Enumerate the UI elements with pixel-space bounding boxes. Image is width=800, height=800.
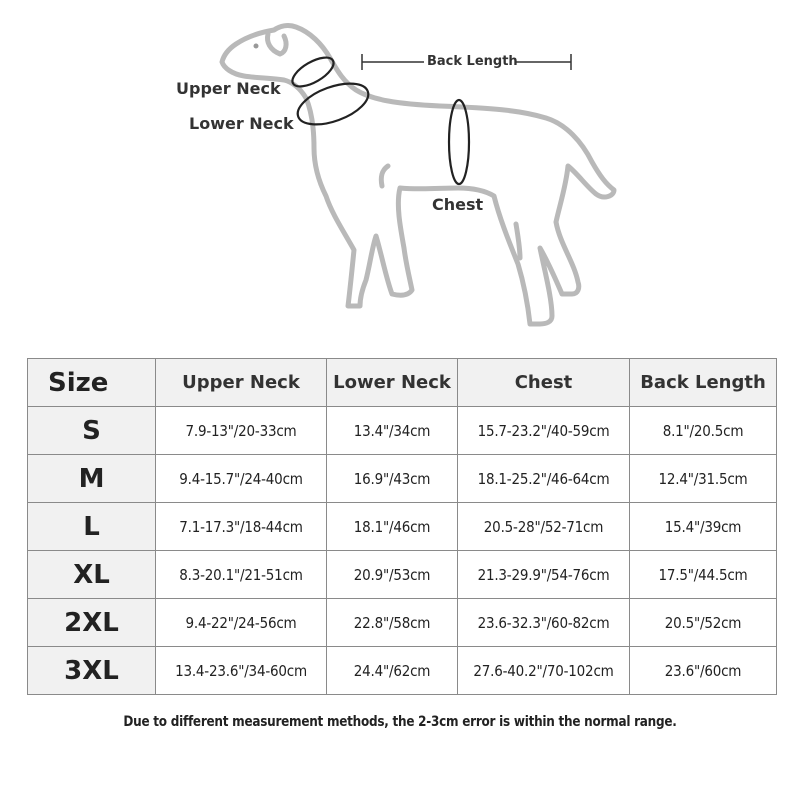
upper-neck-label: Upper Neck: [176, 79, 281, 98]
table-row: [28, 647, 777, 695]
size-chart-table: [27, 358, 777, 695]
header-upper-neck: Upper Neck: [156, 359, 327, 407]
header-back-length: Back Length: [630, 359, 777, 407]
dog-measurement-diagram: [0, 0, 800, 345]
table-row: [28, 503, 777, 551]
table-row: [28, 407, 777, 455]
measurement-note: Due to different measurement methods, the 2-3cm error is within the normal range.: [123, 714, 677, 730]
size-cell: L: [28, 503, 156, 551]
table-header-row: [28, 359, 777, 407]
table-row: [28, 455, 777, 503]
size-cell: M: [28, 455, 156, 503]
dog-outline-illustration: [0, 0, 800, 345]
lower-neck-cell: 13.4"/34cm: [327, 407, 458, 455]
lower-neck-cell: 20.9"/53cm: [327, 551, 458, 599]
lower-neck-loop-icon: [292, 75, 373, 132]
lower-neck-label: Lower Neck: [189, 114, 294, 133]
size-cell: 2XL: [28, 599, 156, 647]
back-length-cell: 20.5"/52cm: [630, 599, 777, 647]
lower-neck-cell: 18.1"/46cm: [327, 503, 458, 551]
back-length-cell: 17.5"/44.5cm: [630, 551, 777, 599]
table-row: [28, 551, 777, 599]
back-length-cell: 23.6"/60cm: [630, 647, 777, 695]
back-length-cell: 15.4"/39cm: [630, 503, 777, 551]
size-cell: 3XL: [28, 647, 156, 695]
upper-neck-cell: 9.4-22"/24-56cm: [156, 599, 327, 647]
lower-neck-cell: 24.4"/62cm: [327, 647, 458, 695]
chest-label: Chest: [432, 195, 484, 214]
chest-cell: 23.6-32.3"/60-82cm: [458, 599, 630, 647]
upper-neck-cell: 7.1-17.3"/18-44cm: [156, 503, 327, 551]
size-cell: S: [28, 407, 156, 455]
chest-cell: 21.3-29.9"/54-76cm: [458, 551, 630, 599]
chest-cell: 15.7-23.2"/40-59cm: [458, 407, 630, 455]
lower-neck-cell: 16.9"/43cm: [327, 455, 458, 503]
upper-neck-cell: 13.4-23.6"/34-60cm: [156, 647, 327, 695]
table-row: [28, 599, 777, 647]
back-length-cell: 12.4"/31.5cm: [630, 455, 777, 503]
upper-neck-cell: 9.4-15.7"/24-40cm: [156, 455, 327, 503]
back-length-cell: 8.1"/20.5cm: [630, 407, 777, 455]
header-chest: Chest: [458, 359, 630, 407]
size-cell: XL: [28, 551, 156, 599]
header-lower-neck: Lower Neck: [327, 359, 458, 407]
chest-cell: 20.5-28"/52-71cm: [458, 503, 630, 551]
chest-cell: 27.6-40.2"/70-102cm: [458, 647, 630, 695]
dog-outline-icon: [222, 26, 614, 324]
upper-neck-cell: 8.3-20.1"/21-51cm: [156, 551, 327, 599]
chest-loop-icon: [449, 100, 469, 184]
header-size: Size: [28, 359, 156, 407]
back-length-label: Back Length: [427, 54, 518, 69]
upper-neck-cell: 7.9-13"/20-33cm: [156, 407, 327, 455]
lower-neck-cell: 22.8"/58cm: [327, 599, 458, 647]
chest-cell: 18.1-25.2"/46-64cm: [458, 455, 630, 503]
